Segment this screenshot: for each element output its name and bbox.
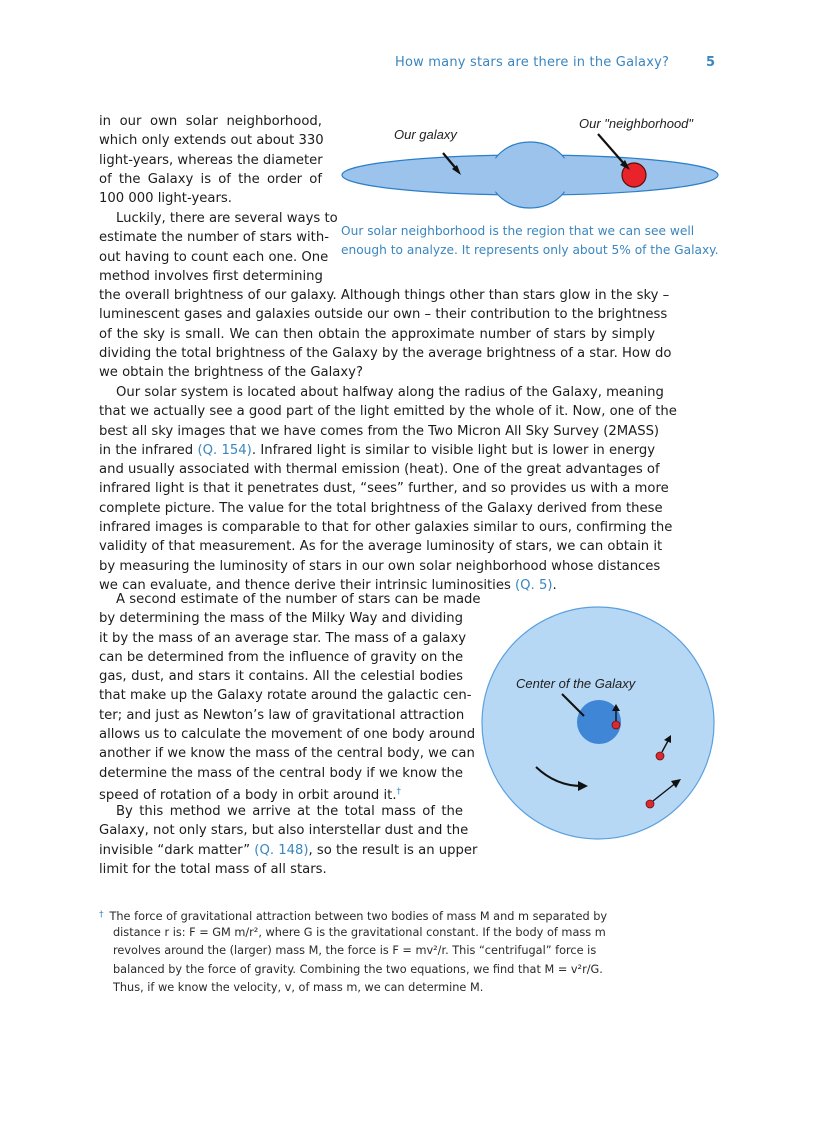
text-line: validity of that measurement. As for the average luminosity of stars, we can obtain it bbox=[99, 539, 663, 555]
text-line: by measuring the luminosity of stars in our own solar neighborhood whose distances bbox=[99, 558, 661, 574]
text-line: in our own solar neighborhood, bbox=[99, 114, 322, 129]
orbiting-star-2 bbox=[656, 752, 664, 760]
cross-reference-link[interactable]: (Q. 148) bbox=[254, 842, 309, 858]
text-line: 100 000 light-years. bbox=[99, 191, 232, 207]
footnote-line: distance r is: F = GM m/r², where G is the gravitational constant. If the body of mass m bbox=[113, 926, 606, 940]
footnote-line: Thus, if we know the velocity, v, of mass m, we can determine M. bbox=[113, 980, 484, 994]
footnote bbox=[99, 906, 659, 997]
text-line: by determining the mass of the Milky Way and dividing bbox=[99, 611, 463, 627]
text-line: infrared light is that it penetrates dust, “sees” further, and so provides us with a more bbox=[99, 481, 669, 497]
text-run: . Infrared light is similar to visible light but is lower in energy bbox=[251, 442, 655, 458]
text-line: estimate the number of stars with- bbox=[99, 230, 329, 246]
text-line: of the sky is small. We can then obtain the approximate number of stars by simply bbox=[99, 326, 655, 342]
galaxy-top-view-figure bbox=[478, 604, 718, 842]
text-line: out having to count each one. One bbox=[99, 249, 329, 265]
text-line: luminescent gases and galaxies outside our own – their contribution to the brightness bbox=[99, 307, 668, 323]
text-line: light-years, whereas the diameter bbox=[99, 152, 323, 168]
cross-reference-link[interactable]: (Q. 5) bbox=[515, 577, 553, 593]
text-run: speed of rotation of a body in orbit around it. bbox=[99, 787, 397, 803]
text-run: we can evaluate, and thence derive their intrinsic luminosities bbox=[99, 577, 516, 593]
text-line: ter; and just as Newton’s law of gravitational attraction bbox=[99, 707, 465, 723]
text-line: allows us to calculate the movement of one body around bbox=[99, 727, 476, 743]
text-line: Our solar system is located about halfway along the radius of the Galaxy, meaning bbox=[116, 385, 664, 400]
text-line: can be determined from the influence of gravity on the bbox=[99, 649, 464, 665]
text-line: complete picture. The value for the total brightness of the Galaxy derived from these bbox=[99, 500, 663, 516]
text-line: limit for the total mass of all stars. bbox=[99, 861, 327, 877]
text-line: we obtain the brightness of the Galaxy? bbox=[99, 365, 363, 381]
text-run: invisible “dark matter” bbox=[99, 842, 255, 858]
text-line: best all sky images that we have comes from the Two Micron All Sky Survey (2MASS) bbox=[99, 423, 660, 439]
label-center-of-galaxy: Center of the Galaxy bbox=[516, 676, 636, 691]
text-line bbox=[99, 441, 655, 460]
footnote-line bbox=[99, 906, 659, 924]
text-line: it by the mass of an average star. The mass of a galaxy bbox=[99, 630, 467, 646]
text-line: the overall brightness of our galaxy. Although things other than stars glow in the sky – bbox=[99, 288, 670, 304]
paragraph-2 bbox=[99, 209, 672, 383]
running-header: How many stars are there in the Galaxy? bbox=[395, 55, 670, 70]
text-line: which only extends out about 330 bbox=[99, 133, 324, 149]
text-run: . bbox=[552, 577, 557, 593]
text-line: another if we know the mass of the central body, we can bbox=[99, 746, 475, 762]
label-our-galaxy: Our galaxy bbox=[394, 127, 457, 142]
text-line: and usually associated with thermal emission (heat). One of the great advantages of bbox=[99, 462, 660, 478]
page-number: 5 bbox=[706, 55, 716, 70]
galaxy-side-view-figure bbox=[336, 110, 726, 220]
text-line: infrared images is comparable to that for other galaxies similar to ours, confirming the bbox=[99, 520, 673, 536]
paragraph-5 bbox=[99, 802, 478, 879]
text-line: gas, dust, and stars it contains. All the celestial bodies bbox=[99, 669, 463, 685]
text-line: determine the mass of the central body if we know the bbox=[99, 765, 463, 781]
disk-fill bbox=[345, 158, 715, 192]
paragraph-3 bbox=[99, 383, 677, 595]
text-line: of the Galaxy is of the order of bbox=[99, 171, 322, 187]
text-line bbox=[99, 841, 478, 860]
text-line: Galaxy, not only stars, but also interstellar dust and the bbox=[99, 823, 469, 839]
text-line: that we actually see a good part of the light emitted by the whole of it. Now, one of the bbox=[99, 404, 677, 420]
paragraph-1 bbox=[99, 112, 322, 208]
paragraph-4 bbox=[99, 590, 481, 803]
orbiting-star-3 bbox=[646, 800, 654, 808]
footnote-line: revolves around the (larger) mass M, the force is F = mv²/r. This “centrifugal” force is bbox=[113, 944, 597, 958]
text-line: Luckily, there are several ways to bbox=[116, 211, 338, 226]
footnote-mark: † bbox=[99, 910, 104, 920]
text-run: in the infrared bbox=[99, 442, 198, 458]
orbiting-star-1 bbox=[612, 721, 620, 729]
text-run: , so the result is an upper bbox=[308, 842, 478, 858]
caption-line: enough to analyze. It represents only about 5% of the Galaxy. bbox=[341, 243, 719, 257]
text-line: that make up the Galaxy rotate around the galactic cen- bbox=[99, 688, 472, 704]
text-line: method involves first determining bbox=[99, 268, 323, 284]
footnote-line: balanced by the force of gravity. Combining the two equations, we find that M = v²r/G. bbox=[113, 962, 603, 976]
text-line: dividing the total brightness of the Galaxy by the average brightness of a star. How do bbox=[99, 346, 672, 362]
footnote-mark-link[interactable]: † bbox=[396, 786, 402, 797]
caption-line: Our solar neighborhood is the region that we can see well bbox=[341, 224, 695, 238]
cross-reference-link[interactable]: (Q. 154) bbox=[197, 442, 252, 458]
text-line: By this method we arrive at the total mass of the bbox=[116, 804, 463, 819]
label-our-neighborhood: Our "neighborhood" bbox=[579, 116, 694, 131]
text-line bbox=[99, 783, 463, 802]
text-run: The force of gravitational attraction between two bodies of mass M and m separated by bbox=[109, 910, 608, 923]
text-line: A second estimate of the number of stars can be made bbox=[116, 592, 481, 607]
